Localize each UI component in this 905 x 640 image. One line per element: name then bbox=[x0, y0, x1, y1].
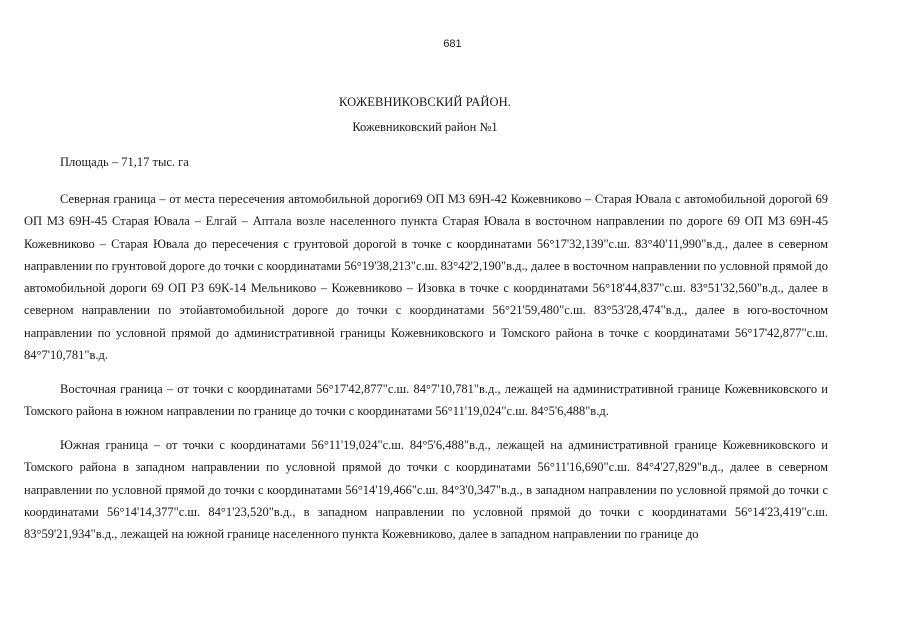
east-border-paragraph: Восточная граница – от точки с координатами 56°17'42,877"с.ш. 84°7'10,781"в.д., лежащей на административной границе Кожевниковского и Томского района в южном направлении по границе до точки с координатами 56°11'19,024"с.ш. 84°5'6,488"в.д. bbox=[24, 382, 828, 419]
page-number: 681 bbox=[443, 38, 462, 50]
area-line: Площадь – 71,17 тыс. га bbox=[60, 155, 189, 169]
district-subheading: Кожевниковский район №1 bbox=[352, 120, 498, 134]
district-heading: КОЖЕВНИКОВСКИЙ РАЙОН. bbox=[339, 95, 511, 109]
north-border-paragraph: Северная граница – от места пересечения автомобильной дороги69 ОП МЗ 69Н-42 Кожевниково – Старая Ювала с автомобильной дорогой 69 ОП МЗ 69Н-45 Старая Ювала – Елгай – Аптала возле населенного пункта Старая Ювала в восточном направлении по дороге 69 ОП МЗ 69Н-45 Кожевниково – Старая Ювала до пересечения с грунтовой дорогой в точке с координатами 56°17'32,139"с.ш. 83°40'11,990"в.д., далее в северном направлении по грунтовой дороге до точки с координатами 56°19'38,213"с.ш. 83°42'2,190"в.д., далее в восточном направлении по условной прямой до автомобильной дороги 69 ОП РЗ 69К-14 Мельниково – Кожевниково – Изовка в точке с координатами 56°18'44,837"с.ш. 83°51'32,560"в.д., далее в северном направлении по этойавтомобильной дороге до точки с координатами 56°21'59,480"с.ш. 83°53'28,474"в.д., далее в юго-восточном направлении по условной прямой до административной границы Кожевниковского и Томского района в точке с координатами 56°17'42,877"с.ш. 84°7'10,781"в.д. bbox=[24, 192, 828, 363]
south-border-paragraph: Южная граница – от точки с координатами 56°11'19,024"с.ш. 84°5'6,488"в.д., лежащей на административной границе Кожевниковского и Томского района в западном направлении по условной прямой до точки с координатами 56°11'16,690"с.ш. 84°4'27,829"в.д., далее в северном направлении по условной прямой до точки с координатами 56°14'19,466"с.ш. 84°3'0,347"в.д., в западном направлении по условной прямой до точки с координатами 56°14'14,377"с.ш. 84°1'23,520"в.д., в западном направлении по условной прямой до точки с координатами 56°14'23,419"с.ш. 83°59'21,934"в.д., лежащей на южной границе населенного пункта Кожевниково, далее в западном направлении по границе до bbox=[24, 438, 828, 542]
